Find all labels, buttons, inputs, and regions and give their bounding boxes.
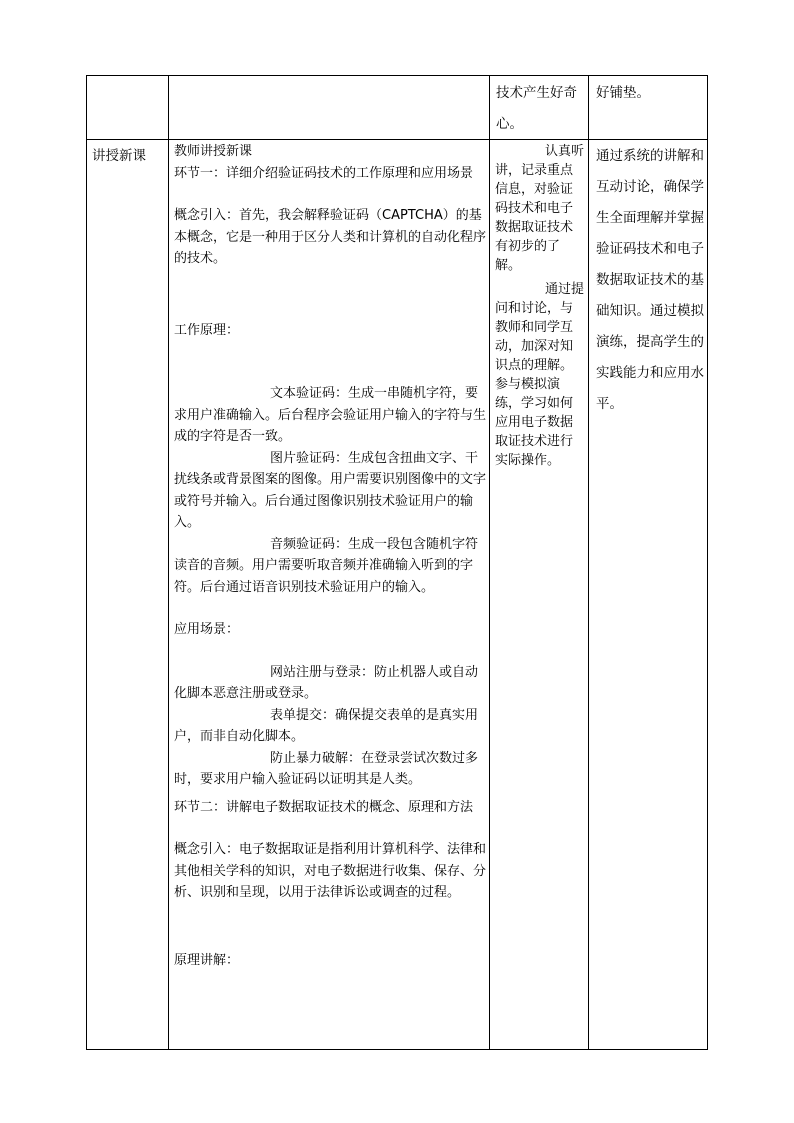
design-intent-cell xyxy=(596,141,704,420)
prev-student-line-2: 心。 xyxy=(496,116,523,132)
table-border-left xyxy=(86,75,87,1050)
teacher-activity-cell xyxy=(174,141,486,971)
scenario-heading: 应用场景： xyxy=(174,622,240,637)
scenario-brute-force: 防止暴力破解：在登录尝试次数过多时，要求用户输入验证码以证明其是人类。 xyxy=(174,750,479,787)
scenario-form-submit: 表单提交：确保提交表单的是真实用户，而非自动化脚本。 xyxy=(174,707,479,744)
text-captcha-paragraph: 文本验证码：生成一串随机字符，要求用户准确输入。后台程序会验证用户输入的字符与生成的字符是否一致。 xyxy=(174,386,487,444)
prev-student-line-1: 技术产生好奇 xyxy=(496,85,577,101)
concept-intro-forensics: 概念引入：电子数据取证是指利用计算机科学、法律和其他相关学科的知识，对电子数据进行收集、保存、分析、识别和呈现，以用于法律诉讼或调查的过程。 xyxy=(174,842,487,900)
column-divider-1 xyxy=(168,75,169,1050)
section-2-heading: 环节二：讲解电子数据取证技术的概念、原理和方法 xyxy=(174,799,474,815)
teacher-title: 教师讲授新课 xyxy=(174,144,253,159)
prev-design-intent-cell xyxy=(596,78,704,109)
principle-2-heading: 原理讲解： xyxy=(174,952,240,968)
student-para-1: 认真听讲，记录重点信息，对验证码技术和电子数据取证技术有初步的了解。 xyxy=(495,144,585,273)
prev-student-activity-cell xyxy=(496,78,586,140)
concept-intro-captcha: 概念引入：首先，我会解释验证码（CAPTCHA）的基本概念，它是一种用于区分人类和计算机的自动化程序的技术。 xyxy=(174,208,487,266)
stage-cell xyxy=(92,146,166,168)
image-captcha-paragraph: 图片验证码：生成包含扭曲文字、干扰线条或背景图案的图像。用户需要识别图像中的文字或符号并输入。后台通过图像识别技术验证用户的输入。 xyxy=(174,450,487,530)
design-intent-text: 通过系统的讲解和互动讨论，确保学生全面理解并掌握验证码技术和电子数据取证技术的基础知识。通过模拟演练，提高学生的实践能力和应用水平。 xyxy=(596,148,704,412)
column-divider-3 xyxy=(588,75,589,1050)
column-divider-2 xyxy=(489,75,490,1050)
table-border-bottom xyxy=(86,1049,708,1050)
audio-captcha-paragraph: 音频验证码：生成一段包含随机字符读音的音频。用户需要听取音频并准确输入听到的字符。后台通过语音识别技术验证用户的输入。 xyxy=(174,536,479,595)
table-border-right xyxy=(707,75,708,1050)
table-border-top xyxy=(86,75,708,76)
row-divider xyxy=(86,139,708,140)
student-para-2: 通过提问和讨论，与教师和同学互动，加深对知识点的理解。参与模拟演练，学习如何应用电子数据取证技术进行实际操作。 xyxy=(495,282,585,468)
student-activity-cell xyxy=(495,142,585,470)
scenario-registration: 网站注册与登录：防止机器人或自动化脚本恶意注册或登录。 xyxy=(174,664,479,701)
section-1-heading: 环节一：详细介绍验证码技术的工作原理和应用场景 xyxy=(174,165,474,181)
prev-intent-text: 好铺垫。 xyxy=(596,85,650,101)
principle-heading: 工作原理： xyxy=(174,322,240,338)
stage-label: 讲授新课 xyxy=(92,148,146,164)
